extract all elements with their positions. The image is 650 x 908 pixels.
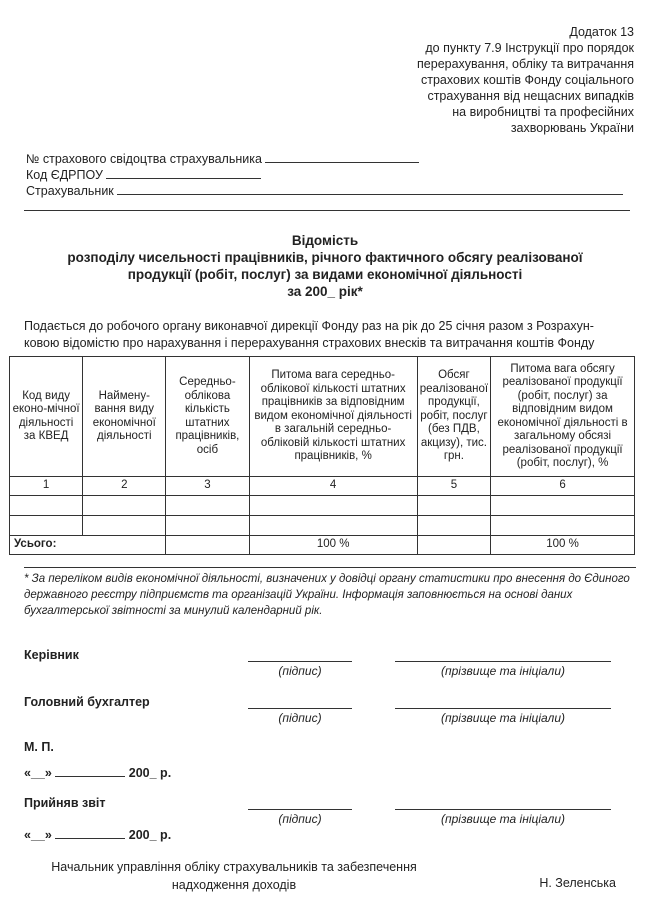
accountant-name-line[interactable] [395,708,611,709]
name-caption: (прізвище та ініціали) [441,812,565,826]
table-cell[interactable] [249,496,417,516]
accepted-signature-line[interactable] [248,809,352,810]
intro-line: Подається до робочого органу виконавчої дирекції Фонду раз на рік до 25 січня разом з Розрахун- [24,319,594,333]
accountant-signature-line[interactable] [248,708,352,709]
document-title [0,232,650,300]
table-row [10,496,635,516]
chief-accountant-label: Головний бухгалтер [24,695,150,709]
certificate-input[interactable] [265,151,419,163]
activity-table [9,356,635,555]
title-line: за 200_ рік* [287,284,363,299]
edrpou-input[interactable] [106,167,261,179]
footnote: * За переліком видів економічної діяльності, визначених у довідці органу статистики про внесення до Єдиного державного реєстру підприємств та організацій України. Інформація заповнюється на основі даних бухгалтерської звітності за минулий календарний рік. [24,573,630,617]
column-header: Обсяг реалізованої продукції, робіт, послуг (без ПДВ, акцизу), тис. грн. [417,357,490,477]
table-cell[interactable] [417,536,490,555]
signature-caption: (підпис) [278,664,322,678]
chief-position-line: надходження доходів [171,878,297,892]
total-percent-headcount: 100 % [249,536,417,555]
column-number: 2 [83,477,166,496]
insurer-continuation-line[interactable] [24,210,630,211]
footnote-divider [24,567,636,568]
column-number: 3 [166,477,249,496]
table-cell[interactable] [166,516,249,536]
title-line: Відомість [291,233,359,248]
table-cell[interactable] [10,496,83,516]
column-number: 4 [249,477,417,496]
column-number: 6 [491,477,635,496]
date-year: 200_ р. [128,766,172,780]
chief-position [24,858,444,894]
signature-caption: (підпис) [278,812,322,826]
total-row [10,536,635,555]
signature-caption: (підпис) [278,711,322,725]
date-field [24,827,171,842]
total-percent-volume: 100 % [491,536,635,555]
head-signature-line[interactable] [248,661,352,662]
date-month-line[interactable] [55,765,125,777]
table-cell[interactable] [417,516,490,536]
appendix-line: страхових коштів Фонду соціального [421,73,634,87]
table-cell[interactable] [249,516,417,536]
insurer-label: Страхувальник [26,184,114,198]
appendix-line: захворювань України [510,121,634,135]
name-caption: (прізвище та ініціали) [441,664,565,678]
appendix-note [334,24,634,136]
chief-position-line: Начальник управління обліку страхувальників та забезпечення [51,860,417,874]
insurer-input[interactable] [117,183,623,195]
table-cell[interactable] [491,516,635,536]
column-number-row [10,477,635,496]
table-cell[interactable] [491,496,635,516]
table-cell[interactable] [166,496,249,516]
name-caption: (прізвище та ініціали) [441,711,565,725]
table-header-row [10,357,635,477]
appendix-line: перерахування, обліку та витрачання [417,57,634,71]
seal-label: М. П. [24,740,54,754]
head-name-line[interactable] [395,661,611,662]
table-cell[interactable] [166,536,249,555]
date-day[interactable]: «__» [24,766,52,780]
column-header: Код виду еконо-мічної діяльності за КВЕД [10,357,83,477]
insurer-field [26,183,623,198]
column-header: Питома вага середньо-облікової кількості штатних працівників за відповідним видом економічної діяльності в загальній середньо-обліковій кількості штатних працівників, % [249,357,417,477]
accepted-name-line[interactable] [395,809,611,810]
title-line: розподілу чисельності працівників, річного фактичного обсягу реалізованої [67,250,583,265]
head-label: Керівник [24,648,79,662]
table-cell[interactable] [417,496,490,516]
edrpou-label: Код ЄДРПОУ [26,168,103,182]
appendix-line: страхування від нещасних випадків [427,89,634,103]
total-label: Усього: [10,536,166,555]
certificate-field [26,151,419,166]
date-year: 200_ р. [128,828,172,842]
date-day[interactable]: «__» [24,828,52,842]
column-number: 1 [10,477,83,496]
table-cell[interactable] [83,516,166,536]
appendix-line: на виробництві та професійних [452,105,634,119]
appendix-line: Додаток 13 [569,25,634,39]
intro-text [24,318,636,352]
intro-line: ковою відомістю про нарахування і перерахування страхових внесків та витрачання коштів Фонду [24,336,595,350]
appendix-line: до пункту 7.9 Інструкції про порядок [425,41,634,55]
table-cell[interactable] [83,496,166,516]
table-row [10,516,635,536]
title-line: продукції (робіт, послуг) за видами економічної діяльності [127,267,523,282]
column-number: 5 [417,477,490,496]
accepted-label: Прийняв звіт [24,796,106,810]
date-month-line[interactable] [55,827,125,839]
table-cell[interactable] [10,516,83,536]
column-header: Питома вага обсягу реалізованої продукції (робіт, послуг) за відповідним видом економічної діяльності в загальному обсязі реалізованої продукції (робіт, послуг), % [491,357,635,477]
edrpou-field [26,167,261,182]
chief-name: Н. Зеленська [539,876,616,890]
column-header: Середньо-облікова кількість штатних працівників, осіб [166,357,249,477]
certificate-label: № страхового свідоцтва страхувальника [26,152,262,166]
column-header: Наймену-вання виду економічної діяльності [83,357,166,477]
date-field [24,765,171,780]
